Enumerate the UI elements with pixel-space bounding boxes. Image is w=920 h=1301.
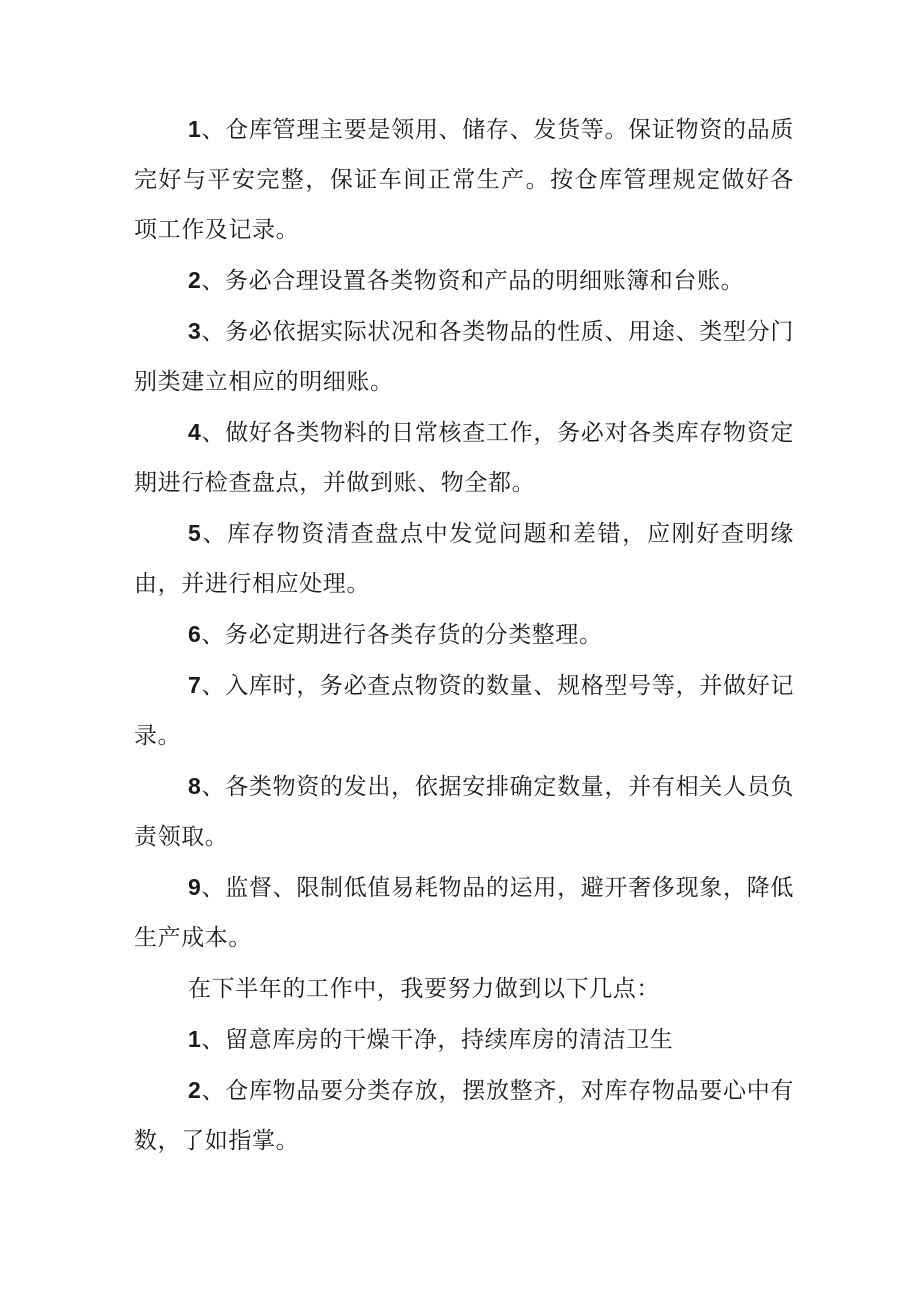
- paragraph-plan-1: [134, 1014, 794, 1065]
- paragraph-text: 、库存物资清查盘点中发觉问题和差错，应刚好查明缘由，并进行相应处理。: [134, 521, 794, 597]
- item-number: 6: [188, 621, 202, 647]
- item-number: 2: [188, 1077, 202, 1103]
- paragraph-text: 、务必定期进行各类存货的分类整理。: [201, 622, 603, 648]
- paragraph-3: [134, 306, 794, 407]
- item-number: 3: [188, 318, 202, 344]
- item-number: 5: [188, 520, 202, 546]
- paragraph-intro: [134, 963, 794, 1014]
- item-number: 9: [188, 874, 202, 900]
- paragraph-8: [134, 761, 794, 862]
- document-body: [134, 104, 794, 1166]
- paragraph-text: 、仓库管理主要是领用、储存、发货等。保证物资的品质完好与平安完整，保证车间正常生产。按仓库管理规定做好各项工作及记录。: [134, 117, 794, 243]
- paragraph-text: 、监督、限制低值易耗物品的运用，避开奢侈现象，降低生产成本。: [134, 875, 794, 951]
- paragraph-text: 、务必合理设置各类物资和产品的明细账簿和台账。: [201, 268, 745, 294]
- item-number: 1: [188, 1026, 202, 1052]
- paragraph-1: [134, 104, 794, 255]
- paragraph-9: [134, 862, 794, 963]
- item-number: 4: [188, 419, 202, 445]
- paragraph-text: 、做好各类物料的日常核查工作，务必对各类库存物资定期进行检查盘点，并做到账、物全都。: [134, 420, 794, 496]
- item-number: 8: [188, 773, 202, 799]
- paragraph-text: 、仓库物品要分类存放，摆放整齐，对库存物品要心中有数，了如指掌。: [134, 1078, 794, 1154]
- paragraph-2: [134, 255, 794, 306]
- item-number: 7: [188, 672, 202, 698]
- item-number: 2: [188, 267, 202, 293]
- paragraph-plan-2: [134, 1065, 794, 1166]
- paragraph-text: 、留意库房的干燥干净，持续库房的清洁卫生: [201, 1027, 674, 1053]
- paragraph-5: [134, 508, 794, 609]
- item-number: 1: [188, 116, 202, 142]
- paragraph-6: [134, 609, 794, 660]
- paragraph-text: 在下半年的工作中，我要努力做到以下几点：: [188, 976, 660, 1002]
- paragraph-7: [134, 660, 794, 761]
- paragraph-text: 、入库时，务必查点物资的数量、规格型号等，并做好记录。: [134, 673, 794, 749]
- paragraph-4: [134, 407, 794, 508]
- paragraph-text: 、务必依据实际状况和各类物品的性质、用途、类型分门别类建立相应的明细账。: [134, 319, 794, 395]
- paragraph-text: 、各类物资的发出，依据安排确定数量，并有相关人员负责领取。: [134, 774, 794, 850]
